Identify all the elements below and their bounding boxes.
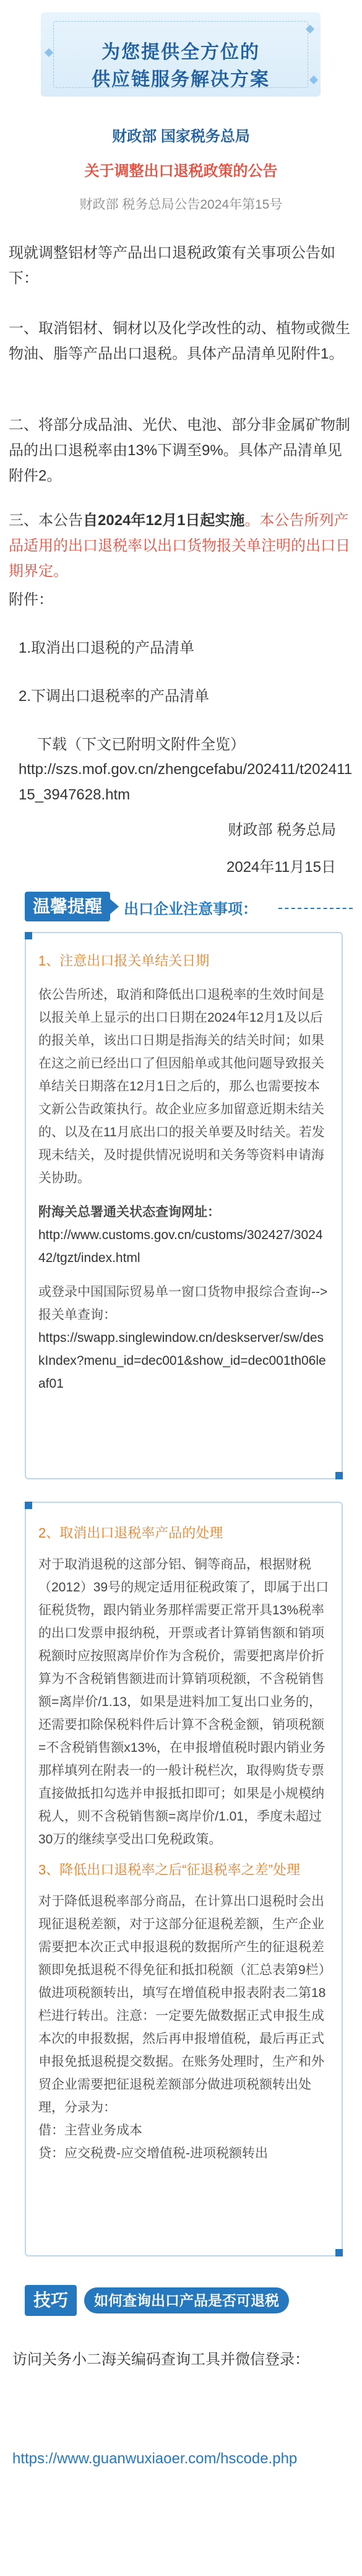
single-window-link[interactable]: https://swapp.singlewindow.cn/deskserver/sw/deskIndex?menu_id=dec001&show_id=dec001th06leaf01 (38, 1331, 326, 1391)
section-1-body: 依公告所述，取消和降低出口退税率的生效时间是以报关单上显示的出口日期在2024年12月1及以后的报关单，该出口日期是指海关的结关时间；如果在这之前已经出口了但因船单或其他问题导致报关单结关日期落在12月1日之后的，那么也需要按本文新公告政策执行。故企业应多加留意近期未结关的、以及在11月底出口的报关单要及时结关。若发现未结关，及时提供情况说明和关务等资料申请海关协助。 (38, 988, 325, 1185)
notice-url-link[interactable]: http://szs.mof.gov.cn/zhengcefabu/202411/t20241115_3947628.htm (19, 761, 353, 803)
signature: 财政部 税务总局 (228, 822, 336, 838)
journal-entry-credit: 贷：应交税费-应交增值税-进项税额转出 (38, 2146, 268, 2160)
sparkle-icon (309, 76, 318, 84)
attachment-2: 2.下调出口退税率的产品清单 (19, 688, 210, 705)
tip-header (25, 892, 340, 921)
document-number: 财政部 税务总局公告2024年第15号 (79, 198, 283, 212)
sparkle-icon (45, 48, 53, 57)
tip-badge: 温馨提醒 (25, 892, 110, 921)
hscode-tool-link[interactable]: https://www.guanwuxiaoer.com/hscode.php (12, 2450, 298, 2467)
item-three-red-text: 。本公告所列产品适用的出口退税率以出口货物报关单注明的出口日期界定。 (9, 512, 350, 580)
header-banner (41, 12, 321, 97)
single-window-label: 或登录中国国际贸易单一窗口货物申报综合查询-->报关单查询： (38, 1285, 328, 1322)
tech-badge: 技巧 (25, 2285, 77, 2316)
section-tax (38, 1521, 329, 2165)
section-3-title: 3、降低出口退税率之后“征退税率之差”处理 (38, 1862, 300, 1878)
banner-title-line1: 为您提供全方位的 (101, 42, 260, 63)
signature-date: 2024年11月15日 (226, 859, 336, 876)
tech-header (25, 2285, 340, 2316)
attachment-label: 附件： (9, 591, 53, 608)
intro-paragraph: 现就调整铝材等产品出口退税政策有关事项公告如下： (9, 245, 335, 287)
banner-title-line2: 供应链服务解决方案 (92, 69, 270, 90)
section-customs (38, 949, 329, 1395)
section-3-body: 对于降低退税率部分商品，在计算出口退税时会出现征退税差额，对于这部分征退税差额，生产企业需要把本次正式申报退税的数据所产生的征退税差额即免抵退税不得免征和抵扣税额（汇总表第9栏）做进项税额转出，填写在增值税申报表附表二第18栏进行转出。注意：一定要先做数据正式申报生成本次的申报数据，然后再申报增值税，最后再正式申报免抵退税提交数据。在账务处理时，生产和外贸企业需要把征退税差额部分做进项税额转出处理，分录为： (38, 1894, 326, 2115)
tip-arrow-icon (110, 899, 119, 914)
issuing-department: 财政部 国家税务总局 (112, 128, 250, 145)
corner-icon (335, 1472, 343, 1479)
corner-icon (25, 932, 32, 939)
tech-body: 访问关务小二海关编码查询工具并微信登录： (12, 2351, 309, 2368)
customs-query-label: 附海关总署通关状态查询网址： (38, 1205, 220, 1219)
section-2-body: 对于取消退税的这部分铝、铜等商品，根据财税（2012）39号的规定适用征税政策了，即属于出口征税货物，跟内销业务那样需要正常开具13%税率的出口发票申报纳税，开票或者计算销售额和销项税额时应按照离岸价作为含税价，需要把离岸价折算为不含税销售额进而计算销项税额，不含税销售额=离岸价/1.13，如果是进料加工复出口业务的，还需要扣除保税料件后计算不含税金额，销项税额=不含税销售额x13%，在申报增值税时跟内销业务那样填列在附表一的一般计税栏次，取得购货专票直接做抵扣勾选并申报抵扣即可；如果是小规模纳税人，则不含税销售额=离岸价/1.01，季度未超过30万的继续享受出口免税政策。 (38, 1557, 329, 1847)
section-2-title: 2、取消出口退税率产品的处理 (38, 1525, 223, 1541)
section-1-title: 1、注意出口报关单结关日期 (38, 953, 210, 968)
item-one-paragraph: 一、取消铝材、铜材以及化学改性的动、植物或微生物油、脂等产品出口退税。具体产品清单见附件1。 (9, 320, 350, 362)
tip-box-customs (25, 932, 343, 1479)
customs-query-link[interactable]: http://www.customs.gov.cn/customs/302427/302442/tgzt/index.html (38, 1228, 323, 1265)
item-two-paragraph: 二、将部分成品油、光伏、电池、部分非金属矿物制品的出口退税率由13%下调至9%。具体产品清单见附件2。 (9, 417, 350, 484)
tech-label: 如何查询出口产品是否可退税 (84, 2287, 289, 2313)
download-note: 下载（下文已附明文附件全览） (37, 736, 245, 753)
journal-entry-debit: 借：主营业务成本 (38, 2123, 142, 2138)
tip-label: 出口企业注意事项： (124, 901, 257, 918)
attachment-1: 1.取消出口退税的产品清单 (19, 640, 195, 656)
tip-divider (278, 908, 353, 909)
corner-icon (25, 1502, 32, 1509)
item-three-prefix: 三、本公告 (9, 512, 83, 529)
tip-box-tax (25, 1502, 343, 2256)
item-three-paragraph (9, 508, 353, 584)
banner-frame (53, 21, 308, 88)
corner-icon (335, 2249, 343, 2256)
effective-date-text: 自2024年12月1日起实施 (83, 512, 245, 529)
notice-title: 关于调整出口退税政策的公告 (84, 163, 278, 180)
